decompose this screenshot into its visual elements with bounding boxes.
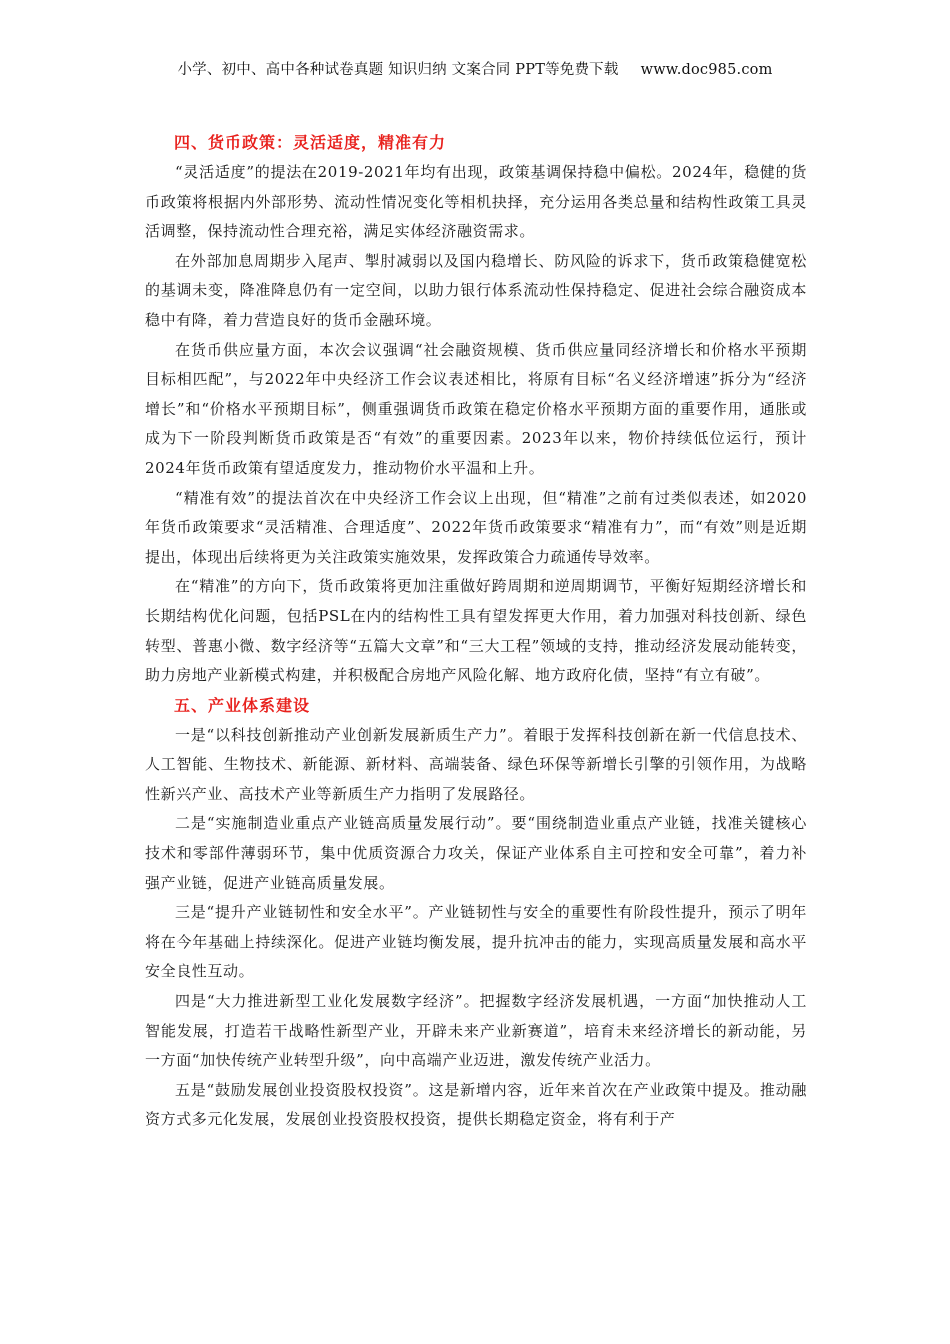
document-body: [145, 128, 807, 1135]
paragraph: 三是“提升产业链韧性和安全水平”。产业链韧性与安全的重要性有阶段性提升，预示了明年将在今年基础上持续深化。促进产业链均衡发展，提升抗冲击的能力，实现高质量发展和高水平安全良性互动。: [145, 903, 807, 981]
section-heading-monetary-policy: 四、货币政策：灵活适度，精准有力: [174, 133, 447, 152]
paragraph: “精准有效”的提法首次在中央经济工作会议上出现，但“精准”之前有过类似表述，如2020年货币政策要求“灵活精准、合理适度”、2022年货币政策要求“精准有力”，而“有效”则是近期提出，体现出后续将更为关注政策实施效果，发挥政策合力疏通传导效率。: [145, 488, 807, 566]
paragraph: 在货币供应量方面，本次会议强调“社会融资规模、货币供应量同经济增长和价格水平预期目标相匹配”，与2022年中央经济工作会议表述相比，将原有目标“名义经济增速”拆分为“经济增长”和“价格水平预期目标”，侧重强调货币政策在稳定价格水平预期方面的重要作用，通胀或成为下一阶段判断货币政策是否“有效”的重要因素。2023年以来，物价持续低位运行，预计2024年货币政策有望适度发力，推动物价水平温和上升。: [145, 340, 807, 477]
page-header: [0, 58, 950, 79]
section-heading-industrial-system: 五、产业体系建设: [174, 695, 311, 715]
paragraph: 五是“鼓励发展创业投资股权投资”。这是新增内容，近年来首次在产业政策中提及。推动融资方式多元化发展，发展创业投资股权投资，提供长期稳定资金，将有利于产: [145, 1080, 807, 1129]
header-text: 小学、初中、高中各种试卷真题 知识归纳 文案合同 PPT等免费下载: [177, 62, 619, 78]
paragraph: 四是“大力推进新型工业化发展数字经济”。把握数字经济发展机遇，一方面“加快推动人工智能发展，打造若干战略性新型产业，开辟未来产业新赛道”，培育未来经济增长的新动能，另一方面“加快传统产业转型升级”，向中高端产业迈进，激发传统产业活力。: [145, 992, 807, 1070]
header-url[interactable]: www.doc985.com: [640, 62, 773, 78]
paragraph: “灵活适度”的提法在2019-2021年均有出现，政策基调保持稳中偏松。2024年，稳健的货币政策将根据内外部形势、流动性情况变化等相机抉择，充分运用各类总量和结构性政策工具灵活调整，保持流动性合理充裕，满足实体经济融资需求。: [145, 163, 807, 241]
paragraph: 一是“以科技创新推动产业创新发展新质生产力”。着眼于发挥科技创新在新一代信息技术、人工智能、生物技术、新能源、新材料、高端装备、绿色环保等新增长引擎的引领作用，为战略性新兴产业、高技术产业等新质生产力指明了发展路径。: [145, 725, 807, 803]
paragraph: 在外部加息周期步入尾声、掣肘减弱以及国内稳增长、防风险的诉求下，货币政策稳健宽松的基调未变，降准降息仍有一定空间，以助力银行体系流动性保持稳定、促进社会综合融资成本稳中有降，着力营造良好的货币金融环境。: [145, 251, 807, 329]
paragraph: 二是“实施制造业重点产业链高质量发展行动”。要“围绕制造业重点产业链，找准关键核心技术和零部件薄弱环节，集中优质资源合力攻关，保证产业体系自主可控和安全可靠”，着力补强产业链，促进产业链高质量发展。: [145, 814, 807, 892]
paragraph: 在“精准”的方向下，货币政策将更加注重做好跨周期和逆周期调节，平衡好短期经济增长和长期结构优化问题，包括PSL在内的结构性工具有望发挥更大作用，着力加强对科技创新、绿色转型、普惠小微、数字经济等“五篇大文章”和“三大工程”领域的支持，推动经济发展动能转变，助力房地产业新模式构建，并积极配合房地产风险化解、地方政府化债，坚持“有立有破”。: [145, 577, 807, 685]
